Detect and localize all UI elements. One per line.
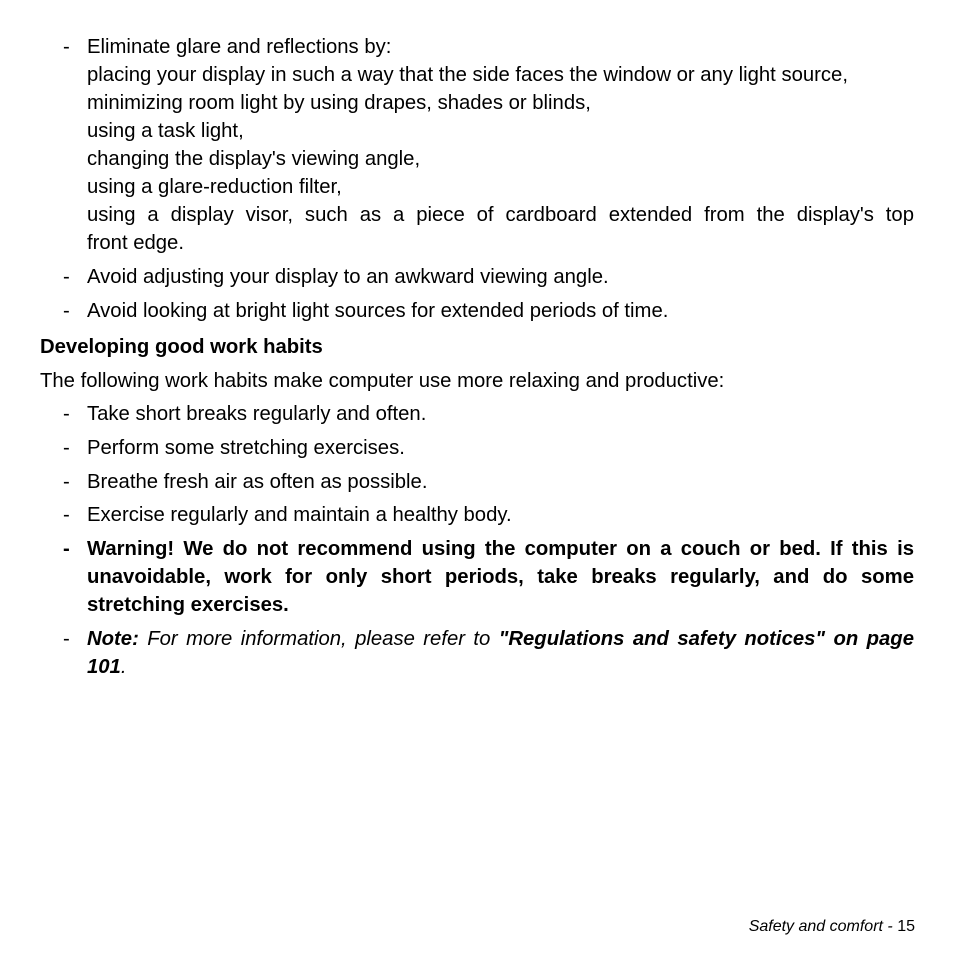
bullet-awkward-angle <box>63 263 914 291</box>
bullet-note <box>63 625 914 681</box>
bullet-dash: - <box>63 300 70 322</box>
bullet-exercise <box>63 501 914 529</box>
glare-line: using a task light, <box>87 120 244 142</box>
bullet-text: Perform some stretching exercises. <box>87 437 405 459</box>
regulations-link[interactable]: "Regulations and safety notices" on page 101 <box>87 628 914 678</box>
glare-intro: Eliminate glare and reflections by: <box>87 36 392 58</box>
bullet-dash: - <box>63 628 70 650</box>
bullet-dash: - <box>63 504 70 526</box>
warning-text: Warning! We do not recommend using the computer on a couch or bed. If this is unavoidable, work for only short periods, take breaks regularly, and do some stretching exercises. <box>87 538 914 616</box>
bullet-dash: - <box>63 403 70 425</box>
bullet-eliminate-glare <box>63 33 914 257</box>
note-label: Note: <box>87 628 139 650</box>
bullet-text: Exercise regularly and maintain a healthy body. <box>87 504 512 526</box>
bullet-text: Avoid adjusting your display to an awkward viewing angle. <box>87 266 609 288</box>
glare-visor-line: using a display visor, such as a piece of cardboard extended from the display's top <box>87 204 914 226</box>
section-intro: The following work habits make computer use more relaxing and productive: <box>40 370 725 392</box>
glare-line: minimizing room light by using drapes, shades or blinds, <box>87 92 591 114</box>
bullet-dash: - <box>63 471 70 493</box>
bullet-dash: - <box>63 538 70 560</box>
glare-visor-line-end: front edge. <box>87 232 184 254</box>
bullet-warning <box>63 535 914 619</box>
note-text <box>87 625 914 681</box>
bullet-dash: - <box>63 437 70 459</box>
bullet-bright-light <box>63 297 914 325</box>
page-footer <box>749 917 915 937</box>
bullet-dash: - <box>63 36 70 58</box>
page-number: 15 <box>897 918 915 935</box>
bullet-text: Take short breaks regularly and often. <box>87 403 427 425</box>
bullet-body <box>87 33 914 257</box>
note-text-before: For more information, please refer to <box>138 628 499 650</box>
section-heading: Developing good work habits <box>40 336 323 358</box>
note-text-after: . <box>120 656 127 678</box>
bullet-short-breaks <box>63 400 914 428</box>
bullet-stretching <box>63 434 914 462</box>
glare-line: using a glare-reduction filter, <box>87 176 342 198</box>
footer-section: Safety and comfort - <box>748 918 898 935</box>
glare-line: changing the display's viewing angle, <box>87 148 421 170</box>
bullet-text: Breathe fresh air as often as possible. <box>87 471 428 493</box>
glare-line: placing your display in such a way that the side faces the window or any light source, <box>87 64 848 86</box>
bullet-fresh-air <box>63 468 914 496</box>
bullet-dash: - <box>63 266 70 288</box>
bullet-text: Avoid looking at bright light sources for extended periods of time. <box>87 300 669 322</box>
